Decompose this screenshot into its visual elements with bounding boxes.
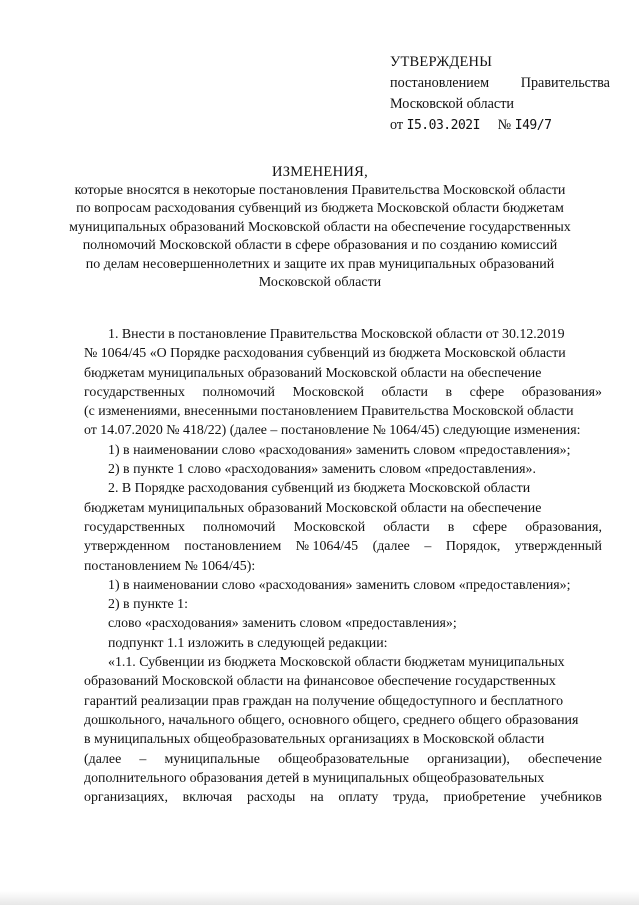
body-line: 2) в пункте 1: <box>108 597 188 613</box>
approval-word: Правительства <box>520 75 610 91</box>
document-title <box>40 163 600 293</box>
body-line: образований Московской области на финансовое обеспечение государственных <box>84 674 556 690</box>
body-word: Порядок, <box>445 539 501 555</box>
body-word: государственных <box>84 519 185 535</box>
body-line: 1) в наименовании слово «расходования» заменить словом «предоставления»; <box>108 442 571 458</box>
title-line: по вопросам расходования субвенций из бюджета Московской области бюджетам <box>76 201 564 216</box>
body-word: Московской <box>293 519 366 535</box>
title-line: которые вносятся в некоторые постановления Правительства Московской области <box>74 182 566 198</box>
body-word: (далее <box>372 539 410 555</box>
body-line: дополнительного образования детей в муниципальных общеобразовательных <box>84 770 545 786</box>
body-line: «1.1. Субвенции из бюджета Московской области бюджетам муниципальных <box>108 655 565 671</box>
body-word: сфере <box>469 384 505 400</box>
body-line: дошкольного, начального общего, основного общего, среднего общего образования <box>84 712 579 728</box>
body-word: организациях, <box>84 790 168 806</box>
body-word: сфере <box>472 519 508 535</box>
body-word: включая <box>182 790 233 806</box>
body-word: обеспечение <box>528 751 602 767</box>
body-word: на <box>310 790 324 806</box>
document-body <box>84 325 602 807</box>
body-word: расходы <box>246 790 296 806</box>
body-word: образования, <box>525 519 602 535</box>
title-line: полномочий Московской области в сфере образования и по созданию комиссий <box>82 238 558 253</box>
scan-edge-shadow <box>0 891 639 905</box>
title-heading: ИЗМЕНЕНИЯ, <box>271 164 369 180</box>
body-line: 1) в наименовании слово «расходования» заменить словом «предоставления»; <box>108 577 571 593</box>
body-line: от 14.07.2020 № 418/22) (далее – постановление № 1064/45) следующие изменения: <box>84 423 581 439</box>
approval-date-value: I5.03.202I <box>406 118 480 133</box>
body-word: постановлением <box>184 539 282 555</box>
body-line: бюджетам муниципальных образований Московской области на обеспечение <box>84 365 542 381</box>
body-line: постановлением № 1064/45): <box>84 558 256 574</box>
approval-date-prefix: от <box>390 117 404 133</box>
body-word: оплату <box>338 790 379 806</box>
approval-stamp <box>390 52 610 136</box>
body-word: (далее <box>84 751 122 767</box>
body-line-justified <box>84 750 602 769</box>
body-word: полномочий <box>203 519 276 535</box>
body-word: области <box>383 519 430 535</box>
body-line-justified <box>84 518 602 537</box>
body-line: № 1064/45 «О Порядке расходования субвенций из бюджета Московской области <box>84 346 566 362</box>
body-word: № 1064/45 <box>295 539 359 555</box>
body-line-justified <box>84 788 602 807</box>
title-line: по делам несовершеннолетних и защите их прав муниципальных образований <box>85 256 555 272</box>
body-word: Московской <box>292 384 364 400</box>
body-line-justified <box>84 537 602 556</box>
body-word: приобретение <box>443 790 526 806</box>
body-word: образования» <box>521 384 602 400</box>
body-line: 2. В Порядке расходования субвенций из бюджета Московской области <box>108 481 531 497</box>
body-word: труда, <box>392 790 429 806</box>
body-word: организации), <box>427 751 510 767</box>
body-line: слово «расходования» заменить словом «предоставления»; <box>108 616 457 632</box>
body-line-justified <box>84 383 602 402</box>
body-line: подпункт 1.1 изложить в следующей редакции: <box>108 635 388 651</box>
approval-line-1 <box>390 73 610 94</box>
body-line: в муниципальных общеобразовательных организациях в Московской области <box>84 732 545 748</box>
body-word: учебников <box>540 790 602 806</box>
body-word: – <box>139 751 147 767</box>
body-word: общеобразовательные <box>278 751 410 767</box>
body-word: утвержденный <box>514 539 602 555</box>
body-word: области <box>381 384 428 400</box>
body-line: (с изменениями, внесенными постановлением Правительства Московской области <box>84 404 574 420</box>
body-word: – <box>424 539 432 555</box>
body-line: бюджетам муниципальных образований Московской области на обеспечение <box>84 500 542 516</box>
approval-line-2: Московской области <box>390 96 515 112</box>
body-word: утвержденном <box>84 539 170 555</box>
approval-number-sign: № <box>497 117 512 133</box>
body-word: в <box>447 519 455 535</box>
body-word: муниципальные <box>164 751 260 767</box>
title-line: муниципальных образований Московской области на обеспечение государственных <box>69 219 571 235</box>
approval-date-line <box>390 115 610 136</box>
body-word: полномочий <box>202 384 275 400</box>
approval-number-value: I49/7 <box>514 118 552 133</box>
body-line: 2) в пункте 1 слово «расходования» заменить словом «предоставления». <box>108 462 536 478</box>
body-line: 1. Внести в постановление Правительства Московской области от 30.12.2019 <box>108 327 565 342</box>
approval-heading: УТВЕРЖДЕНЫ <box>390 54 493 70</box>
approval-word: постановлением <box>390 75 490 91</box>
body-line: гарантий реализации прав граждан на получение общедоступного и бесплатного <box>84 693 564 709</box>
body-word: в <box>445 384 453 400</box>
body-word: государственных <box>84 384 185 400</box>
title-line: Московской области <box>258 275 382 290</box>
